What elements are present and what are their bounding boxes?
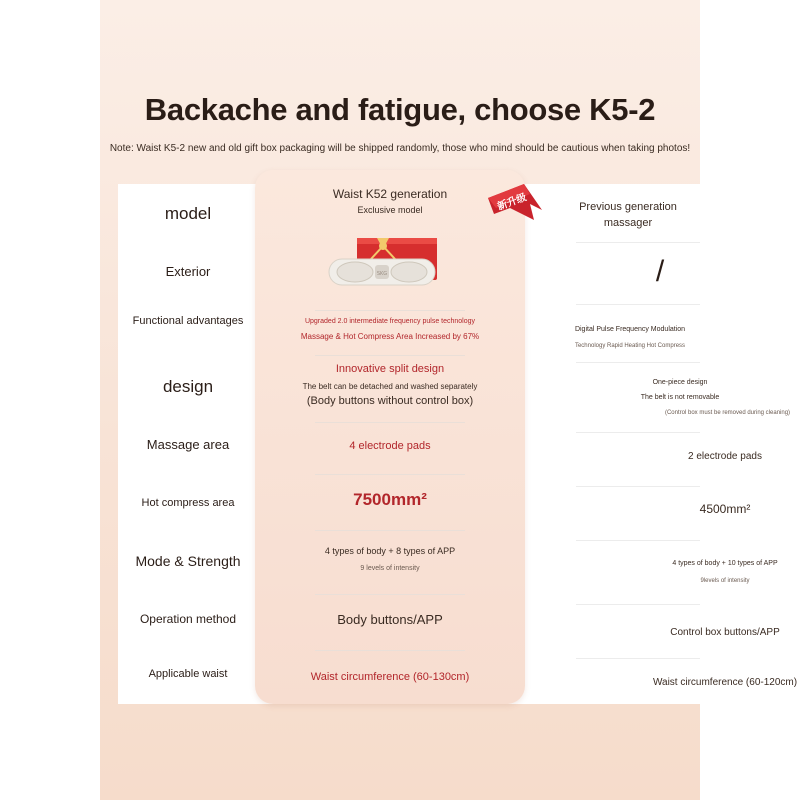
row-label-mode-strength: Mode & Strength — [135, 553, 241, 569]
old-functional-line2: Technology Rapid Heating Hot Compress — [574, 343, 686, 349]
new-functional-line2: Massage & Hot Compress Area Increased by 67% — [300, 332, 480, 341]
divider — [576, 304, 700, 305]
old-exterior-slash: / — [655, 255, 665, 288]
divider — [315, 310, 465, 311]
new-functional-line1: Upgraded 2.0 intermediate frequency pulse technology — [304, 318, 476, 325]
divider — [576, 604, 700, 605]
row-label-massage-area: Massage area — [146, 437, 230, 452]
row-label-exterior: Exterior — [165, 264, 211, 279]
new-hot-compress: 7500mm² — [353, 490, 427, 509]
new-operation: Body buttons/APP — [337, 612, 443, 627]
old-mode-line2: 9levels of intensity — [700, 578, 750, 584]
divider — [315, 422, 465, 423]
old-functional-line1: Digital Pulse Frequency Modulation — [574, 326, 686, 333]
row-label-functional: Functional advantages — [132, 315, 244, 327]
divider — [315, 355, 465, 356]
row-label-hot-compress: Hot compress area — [141, 497, 235, 509]
new-waist: Waist circumference (60-130cm) — [310, 671, 470, 683]
new-design-line2: The belt can be detached and washed separately — [302, 382, 478, 391]
old-design-line2: The belt is not removable — [640, 394, 720, 401]
divider — [576, 362, 700, 363]
divider — [315, 594, 465, 595]
old-mode-line1: 4 types of body + 10 types of APP — [672, 560, 778, 567]
new-design-line3: (Body buttons without control box) — [306, 395, 474, 407]
new-mode-line2: 9 levels of intensity — [360, 565, 420, 572]
old-hot-compress: 4500mm² — [699, 502, 751, 516]
new-design-line1: Innovative split design — [335, 363, 445, 375]
comparison-poster — [100, 0, 798, 800]
shipping-note: Note: Waist K5-2 new and old gift box packaging will be shipped randomly, those who mind should be cautious when taking photos! — [109, 143, 691, 154]
divider — [576, 486, 700, 487]
old-design-line3: (Control box must be removed during cleaning) — [664, 410, 791, 416]
divider — [576, 540, 700, 541]
new-massage-area: 4 electrode pads — [349, 440, 431, 452]
divider — [576, 658, 700, 659]
divider — [576, 242, 700, 243]
divider — [576, 432, 700, 433]
divider — [315, 530, 465, 531]
new-product-subtitle: Exclusive model — [357, 205, 423, 215]
old-massage-area: 2 electrode pads — [688, 451, 762, 462]
old-product-name: Previous generation massager — [579, 201, 677, 229]
row-label-operation: Operation method — [139, 612, 237, 626]
old-operation: Control box buttons/APP — [670, 627, 780, 638]
row-label-design: design — [162, 377, 214, 396]
upgrade-badge-text: 新升级 — [496, 192, 529, 213]
headline: Backache and fatigue, choose K5-2 — [144, 92, 656, 127]
product-image — [327, 237, 442, 295]
divider — [315, 474, 465, 475]
product-logo: SKG — [376, 271, 388, 277]
row-label-model: model — [164, 204, 212, 223]
divider — [315, 650, 465, 651]
old-design-line1: One-piece design — [652, 379, 708, 386]
old-waist: Waist circumference (60-120cm) — [652, 677, 798, 688]
upgrade-badge-icon — [484, 180, 546, 226]
new-product-name: Waist K52 generation — [332, 187, 448, 201]
new-mode-line1: 4 types of body + 8 types of APP — [324, 546, 456, 556]
row-label-waist: Applicable waist — [148, 668, 228, 680]
